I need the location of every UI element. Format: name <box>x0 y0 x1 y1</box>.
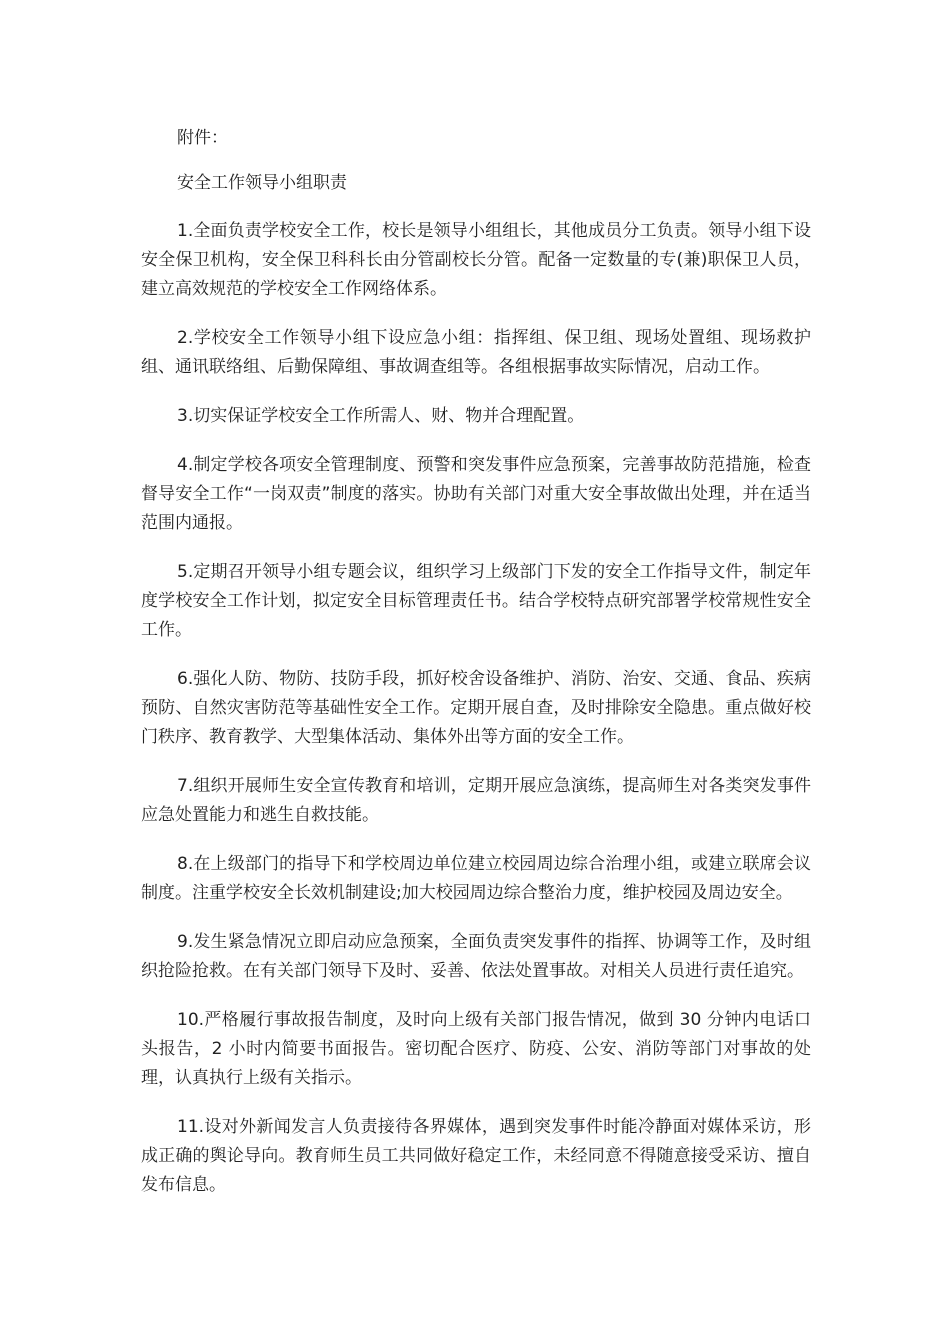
document-title: 安全工作领导小组职责 <box>177 173 347 193</box>
duty-item-10: 10.严格履行事故报告制度，及时向上级有关部门报告情况，做到 30 分钟内电话口头报告，2 小时内简要书面报告。密切配合医疗、防疫、公安、消防等部门对事故的处理，认真执行上级有关指示。 <box>141 1010 811 1088</box>
duty-item-11: 11.设对外新闻发言人负责接待各界媒体，遇到突发事件时能冷静面对媒体采访，形成正确的舆论导向。教育师生员工共同做好稳定工作，未经同意不得随意接受采访、擅自发布信息。 <box>141 1117 811 1195</box>
duty-item-7: 7.组织开展师生安全宣传教育和培训，定期开展应急演练，提高师生对各类突发事件应急处置能力和逃生自救技能。 <box>141 776 811 825</box>
duty-item-6: 6.强化人防、物防、技防手段，抓好校舍设备维护、消防、治安、交通、食品、疾病预防、自然灾害防范等基础性安全工作。定期开展自查，及时排除安全隐患。重点做好校门秩序、教育教学、大型集体活动、集体外出等方面的安全工作。 <box>141 669 811 747</box>
duty-item-1: 1.全面负责学校安全工作，校长是领导小组组长，其他成员分工负责。领导小组下设安全保卫机构，安全保卫科科长由分管副校长分管。配备一定数量的专(兼)职保卫人员，建立高效规范的学校安全工作网络体系。 <box>141 221 811 299</box>
duty-item-5: 5.定期召开领导小组专题会议，组织学习上级部门下发的安全工作指导文件，制定年度学校安全工作计划，拟定安全目标管理责任书。结合学校特点研究部署学校常规性安全工作。 <box>141 562 811 640</box>
duty-item-4: 4.制定学校各项安全管理制度、预警和突发事件应急预案，完善事故防范措施，检查督导安全工作“一岗双责”制度的落实。协助有关部门对重大安全事故做出处理，并在适当范围内通报。 <box>141 455 811 533</box>
attachment-label: 附件： <box>177 128 228 148</box>
duty-item-3: 3.切实保证学校安全工作所需人、财、物并合理配置。 <box>177 406 585 426</box>
duty-item-2: 2.学校安全工作领导小组下设应急小组：指挥组、保卫组、现场处置组、现场救护组、通讯联络组、后勤保障组、事故调查组等。各组根据事故实际情况，启动工作。 <box>141 328 811 377</box>
document-body <box>141 124 811 1220</box>
duty-item-8: 8.在上级部门的指导下和学校周边单位建立校园周边综合治理小组，或建立联席会议制度。注重学校安全长效机制建设;加大校园周边综合整治力度，维护校园及周边安全。 <box>141 854 811 903</box>
duty-item-9: 9.发生紧急情况立即启动应急预案，全面负责突发事件的指挥、协调等工作，及时组织抢险抢救。在有关部门领导下及时、妥善、依法处置事故。对相关人员进行责任追究。 <box>141 932 811 981</box>
